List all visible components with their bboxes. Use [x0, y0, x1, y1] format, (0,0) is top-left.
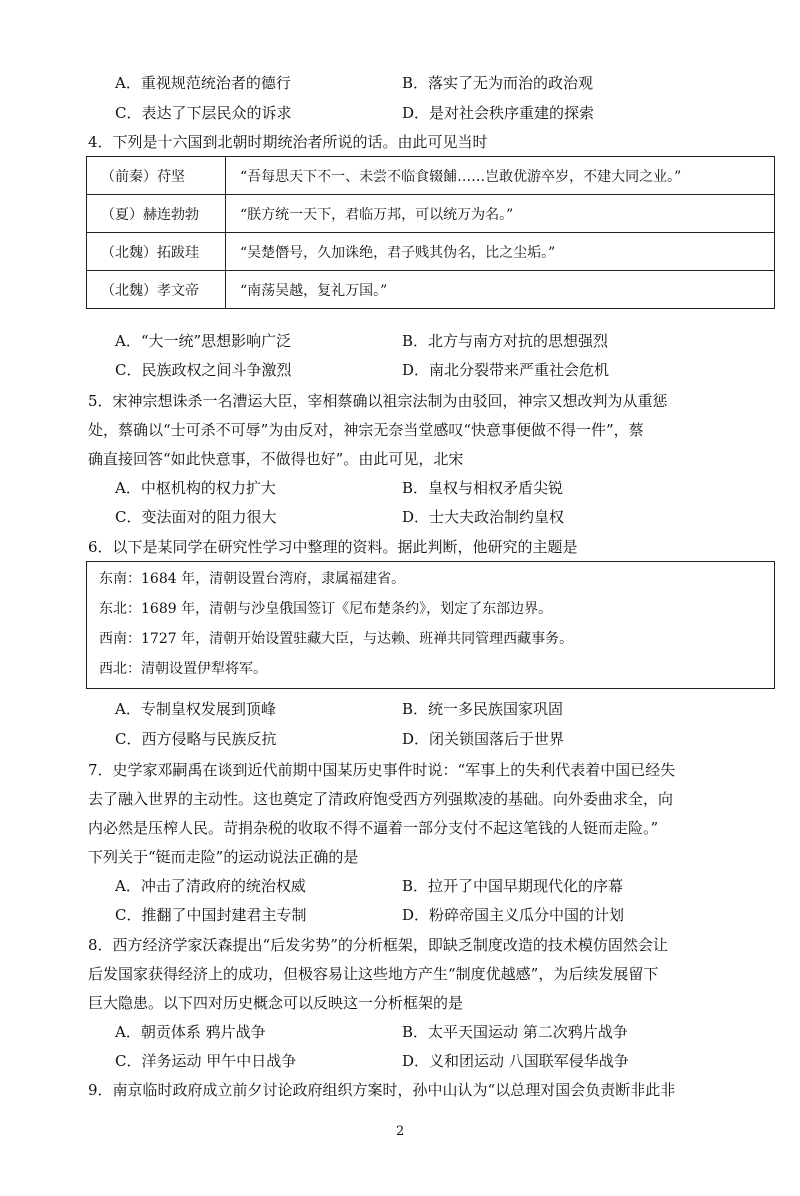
q7-option-a[interactable]: A．冲击了清政府的统治权威: [115, 877, 306, 895]
q8-option-b[interactable]: B．太平天国运动 第二次鸦片战争: [402, 1023, 628, 1041]
q6-option-d[interactable]: D．闭关锁国落后于世界: [402, 730, 565, 748]
q8-option-d[interactable]: D．义和团运动 八国联军侵华战争: [402, 1052, 629, 1070]
q4-option-c[interactable]: C．民族政权之间斗争激烈: [115, 361, 292, 379]
q4-quote: “吾每思天下不一、未尝不临食辍餔……岂敢优游卒岁，不建大同之业。”: [226, 157, 775, 195]
q6-material-line: 西南：1727 年，清朝开始设置驻藏大臣，与达赖、班禅共同管理西藏事务。: [99, 631, 574, 647]
q6-option-a[interactable]: A．专制皇权发展到顶峰: [115, 700, 276, 718]
q7-stem-line: 7．史学家邓嗣禹在谈到近代前期中国某历史事件时说：“军事上的失利代表着中国已经失: [88, 761, 676, 779]
q3-option-c[interactable]: C．表达了下层民众的诉求: [115, 104, 292, 122]
q5-option-d[interactable]: D．士大夫政治制约皇权: [402, 508, 565, 526]
q6-stem: 6．以下是某同学在研究性学习中整理的资料。据此判断，他研究的主题是: [88, 538, 578, 556]
q4-option-b[interactable]: B．北方与南方对抗的思想强烈: [402, 332, 609, 350]
table-row: [87, 157, 775, 195]
q4-quote: “吴楚僭号，久加诛绝，君子贱其伪名，比之尘垢。”: [226, 233, 775, 271]
page-number: 2: [396, 1124, 405, 1139]
q4-quote-table: [86, 156, 775, 309]
q8-stem-line: 后发国家获得经济上的成功，但极容易让这些地方产生“制度优越感”，为后续发展留下: [88, 965, 659, 983]
q4-stem: 4．下列是十六国到北朝时期统治者所说的话。由此可见当时: [88, 133, 488, 151]
q6-material-line: 东北：1689 年，清朝与沙皇俄国签订《尼布楚条约》，划定了东部边界。: [99, 601, 553, 617]
q4-option-d[interactable]: D．南北分裂带来严重社会危机: [402, 361, 610, 379]
q3-option-b[interactable]: B．落实了无为而治的政治观: [402, 74, 594, 92]
q4-speaker: （北魏）孝文帝: [87, 271, 226, 309]
q5-option-a[interactable]: A．中枢机构的权力扩大: [115, 479, 276, 497]
q4-quote: “南荡吴越，复礼万国。”: [226, 271, 775, 309]
q6-option-c[interactable]: C．西方侵略与民族反抗: [115, 730, 277, 748]
q5-option-b[interactable]: B．皇权与相权矛盾尖锐: [402, 479, 564, 497]
q4-speaker: （夏）赫连勃勃: [87, 195, 226, 233]
q7-option-b[interactable]: B．拉开了中国早期现代化的序幕: [402, 877, 624, 895]
q6-option-b[interactable]: B．统一多民族国家巩固: [402, 700, 564, 718]
q8-option-a[interactable]: A．朝贡体系 鸦片战争: [115, 1023, 266, 1041]
q4-quote: “朕方统一天下，君临万邦，可以统万为名。”: [226, 195, 775, 233]
q3-option-a[interactable]: A．重视规范统治者的德行: [115, 74, 291, 92]
q7-stem-line: 下列关于“铤而走险”的运动说法正确的是: [88, 848, 359, 866]
q8-option-c[interactable]: C．洋务运动 甲午中日战争: [115, 1052, 297, 1070]
q4-option-a[interactable]: A．“大一统”思想影响广泛: [115, 332, 292, 350]
q6-material-line: 东南：1684 年，清朝设置台湾府，隶属福建省。: [99, 571, 406, 587]
q4-speaker: （前秦）苻坚: [87, 157, 226, 195]
q4-speaker: （北魏）拓跋珪: [87, 233, 226, 271]
q8-stem-line: 8．西方经济学家沃森提出“后发劣势”的分析框架，即缺乏制度改造的技术模仿固然会让: [88, 936, 668, 954]
table-row: [87, 233, 775, 271]
q5-stem-line: 处，蔡确以“士可杀不可辱”为由反对，神宗无奈当堂感叹“快意事便做不得一件”，蔡: [88, 421, 644, 439]
q3-option-d[interactable]: D．是对社会秩序重建的探索: [402, 104, 595, 122]
q7-option-d[interactable]: D．粉碎帝国主义瓜分中国的计划: [402, 906, 625, 924]
q9-stem-line: 9．南京临时政府成立前夕讨论政府组织方案时，孙中山认为“以总理对国会负责断非此非: [88, 1081, 676, 1099]
q5-stem-line: 确直接回答“如此快意事，不做得也好”。由此可见，北宋: [88, 450, 464, 468]
table-row: [87, 271, 775, 309]
q7-stem-line: 内必然是压榨人民。苛捐杂税的收取不得不逼着一部分支付不起这笔钱的人铤而走险。”: [88, 819, 659, 837]
table-row: [87, 195, 775, 233]
q6-material-line: 西北：清朝设置伊犁将军。: [99, 661, 267, 677]
q7-option-c[interactable]: C．推翻了中国封建君主专制: [115, 906, 307, 924]
q7-stem-line: 去了融入世界的主动性。这也奠定了清政府饱受西方列强欺凌的基础。向外委曲求全，向: [88, 790, 674, 808]
q8-stem-line: 巨大隐患。以下四对历史概念可以反映这一分析框架的是: [88, 994, 464, 1012]
q5-option-c[interactable]: C．变法面对的阻力很大: [115, 508, 277, 526]
q5-stem-line: 5．宋神宗想诛杀一名漕运大臣，宰相蔡确以祖宗法制为由驳回，神宗又想改判为从重惩: [88, 392, 668, 410]
q6-material-box: [86, 561, 775, 689]
